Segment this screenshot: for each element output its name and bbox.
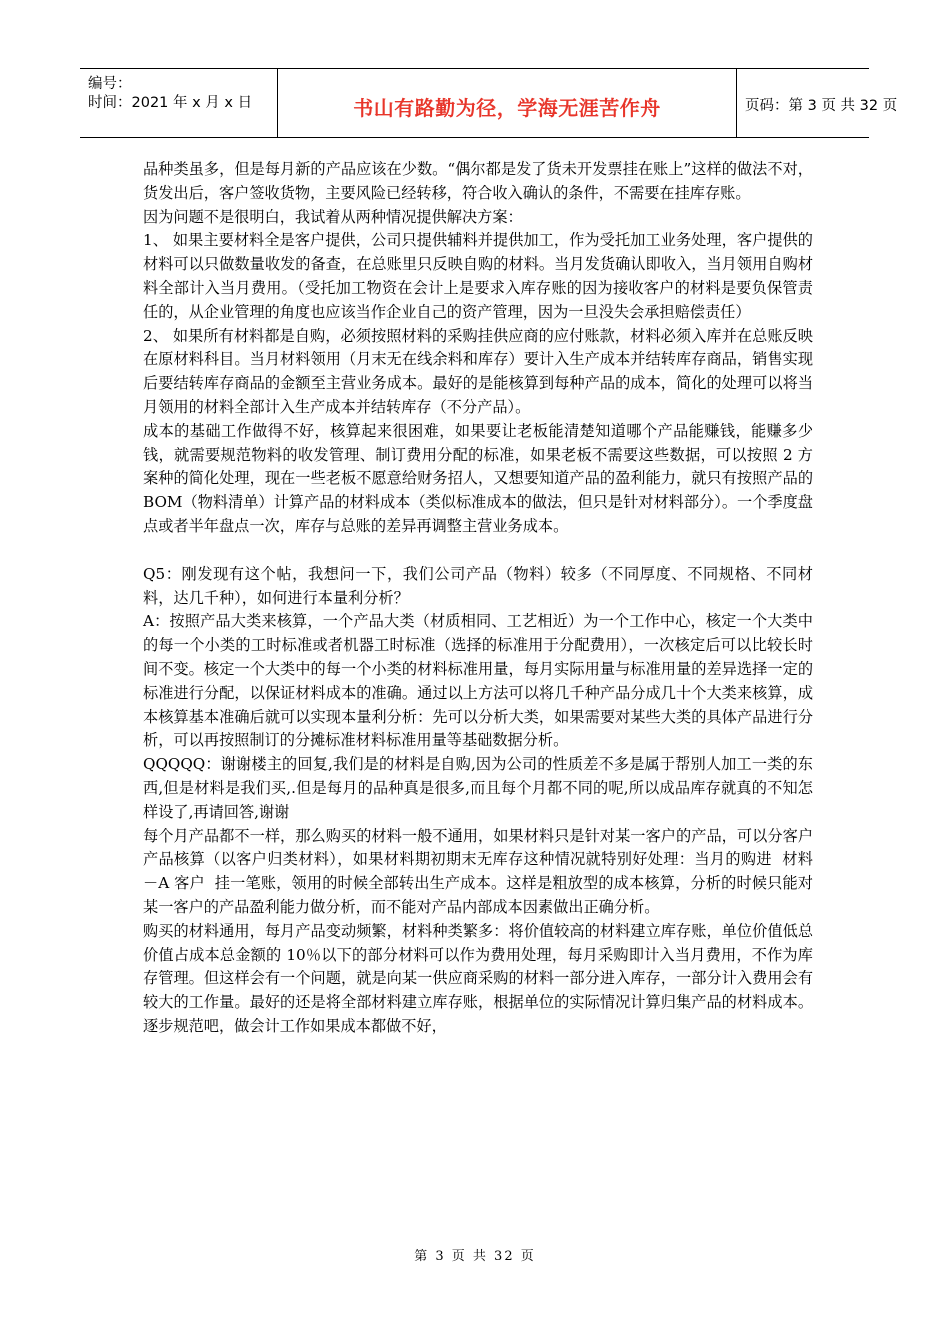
paragraph: 因为问题不是很明白，我试着从两种情况提供解决方案： — [143, 207, 523, 226]
question-paragraph: Q5：刚发现有这个帖，我想问一下，我们公司产品（物料）较多（不同厚度、不同规格、不同材料，达几千种），如何进行本量利分析？ — [143, 564, 813, 607]
paragraph: QQQQQ：谢谢楼主的回复,我们是的材料是自购,因为公司的性质差不多是属于帮别人加工一类的东西,但是材料是我们买,.但是每月的品种真是很多,而且每个月都不同的呢,所以成品库存就真的不知怎样设了,再请回答,谢谢 — [143, 755, 813, 821]
paragraph: 成本的基础工作做得不好，核算起来很困难，如果要让老板能清楚知道哪个产品能赚钱，能赚多少钱，就需要规范物料的收发管理、制订费用分配的标准，如果老板不需要这些数据，可以按照 2 方案种的简化处理，现在一些老板不愿意给财务招人，又想要知道产品的盈利能力，就只有按照产品的 BOM（物料清单）计算产品的材料成本（类似标准成本的做法，但只是针对材料部分）。一个季度盘点或者半年盘点一次，库存与总账的差异再调整主营业务成本。 — [143, 421, 818, 535]
document-number-label: 编号： — [88, 76, 132, 92]
header-motto: 书山有路勤为径，学海无涯苦作舟 — [353, 96, 661, 120]
page-footer: 第 3 页 共 32 页 — [414, 1249, 536, 1264]
paragraph: 1、 如果主要材料全是客户提供，公司只提供辅料并提供加工，作为受托加工业务处理，客户提供的材料可以只做数量收发的备查，在总账里只反映自购的材料。当月发货确认即收入，当月领用自购材料全部计入当月费用。（受托加工物资在会计上是要求入库存账的因为接收客户的材料是要负保管责任的，从企业管理的角度也应该当作企业自己的资产管理，因为一旦没失会承担赔偿责任） — [143, 231, 813, 321]
paragraph: 每个月产品都不一样，那么购买的材料一般不通用，如果材料只是针对某一客户的产品，可以分客户产品核算（以客户归类材料），如果材料期初期末无库存这种情况就特别好处理：当月的购进 材料－A 客户 挂一笔账，领用的时候全部转出生产成本。这样是粗放型的成本核算，分析的时候只能对某一客户的产品盈利能力做分析，而不能对产品内部成本因素做出正确分析。 — [143, 826, 813, 916]
header-page-number: 页码：第 3 页 共 32 页 — [745, 98, 898, 114]
document-body — [143, 158, 818, 1039]
header-info-cell — [80, 69, 278, 137]
paragraph: 购买的材料通用，每月产品变动频繁，材料种类繁多：将价值较高的材料建立库存账，单位价值低总价值占成本总金额的 10％以下的部分材料可以作为费用处理，每月采购即计入当月费用，不作为库存管理。但这样会有一个问题，就是向某一供应商采购的材料一部分进入库存，一部分计入费用会有较大的工作量。最好的还是将全部材料建立库存账，根据单位的实际情况计算归集产品的材料成本。逐步规范吧，做会计工作如果成本都做不好， — [143, 921, 813, 1035]
answer-paragraph: A：按照产品大类来核算，一个产品大类（材质相同、工艺相近）为一个工作中心，核定一个大类中的每一个小类的工时标准或者机器工时标准（选择的标准用于分配费用），一次核定后可以比较长时间不变。核定一个大类中的每一个小类的材料标准用量，每月实际用量与标准用量的差异选择一定的标准进行分配，以保证材料成本的准确。通过以上方法可以将几千种产品分成几十个大类来核算，成本核算基本准确后就可以实现本量利分析：先可以分析大类，如果需要对某些大类的具体产品进行分析，可以再按照制订的分摊标准材料标准用量等基础数据分析。 — [143, 612, 813, 750]
header-table — [80, 68, 898, 138]
header-motto-cell — [278, 69, 737, 137]
header-page-cell — [737, 69, 898, 137]
document-date-label: 时间：2021 年 x 月 x 日 — [88, 95, 253, 111]
paragraph: 2、 如果所有材料都是自购，必须按照材料的采购挂供应商的应付账款，材料必须入库并在总账反映在原材料科目。当月材料领用（月末无在线余料和库存）要计入生产成本并结转库存商品，销售实现后要结转库存商品的金额至主营业务成本。最好的是能核算到每种产品的成本，简化的处理可以将当月领用的材料全部计入生产成本并结转库存（不分产品）。 — [143, 326, 813, 416]
paragraph: 品种类虽多，但是每月新的产品应该在少数。“偶尔都是发了货未开发票挂在账上”这样的做法不对，货发出后，客户签收货物，主要风险已经转移，符合收入确认的条件，不需要在挂库存账。 — [143, 160, 813, 202]
